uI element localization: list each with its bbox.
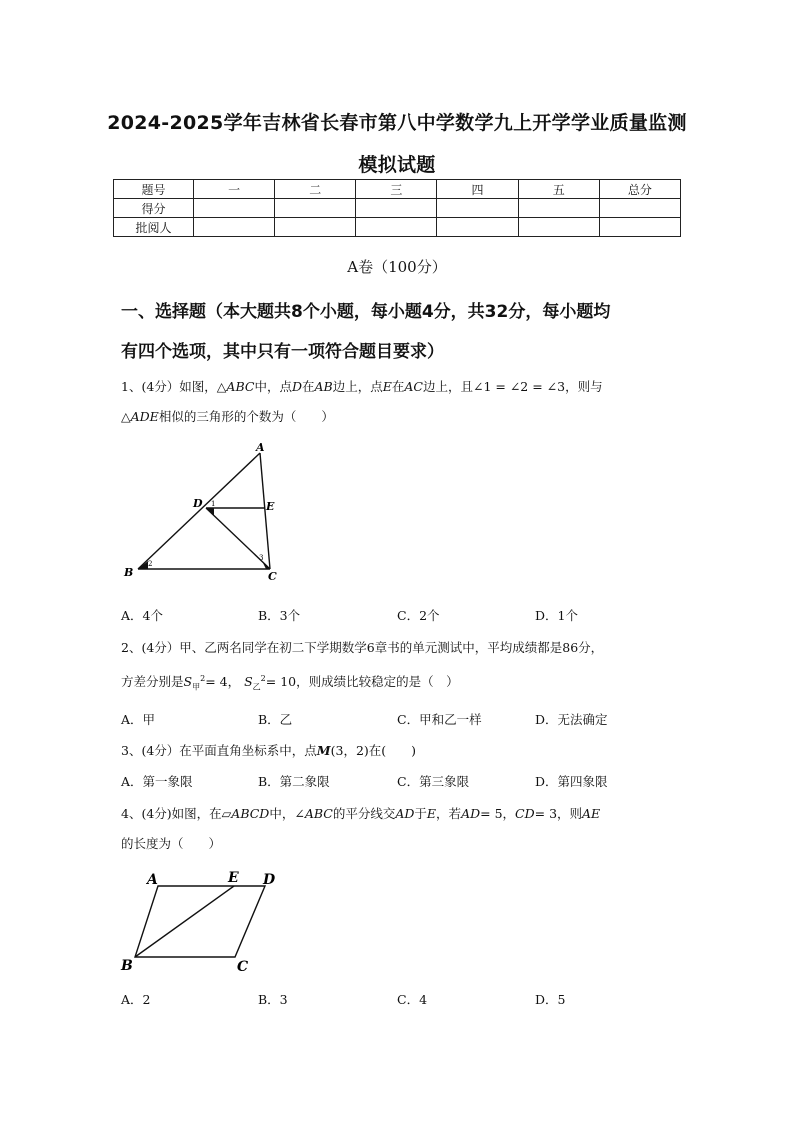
score-table-header-cell: 题号 xyxy=(114,180,194,199)
q3-option-a[interactable]: A．第一象限 xyxy=(121,774,193,789)
label-a: A xyxy=(256,441,265,454)
label-c: C xyxy=(237,959,249,975)
score-table-row xyxy=(114,199,681,218)
score-cell[interactable] xyxy=(599,218,680,237)
q4-option-a[interactable]: A．2 xyxy=(121,992,151,1007)
score-cell[interactable] xyxy=(356,199,437,218)
score-cell[interactable] xyxy=(518,199,599,218)
score-cell[interactable] xyxy=(437,199,518,218)
score-table-header-row xyxy=(114,180,681,199)
score-cell[interactable] xyxy=(275,199,356,218)
score-cell[interactable] xyxy=(275,218,356,237)
question-1-line1: 1、(4分）如图，△ABC中，点D在AB边上，点E在AC边上，且∠1 = ∠2 = ∠3，则与 xyxy=(121,379,603,394)
score-table-header-cell: 总分 xyxy=(599,180,680,199)
score-cell[interactable] xyxy=(518,218,599,237)
question-1-triangle-figure xyxy=(110,440,300,585)
score-cell[interactable] xyxy=(356,218,437,237)
label-angle-1: 1 xyxy=(211,500,216,508)
q1-option-a[interactable]: A．4个 xyxy=(121,608,163,623)
question-4-parallelogram-figure xyxy=(115,866,285,978)
exam-title-line2: 模拟试题 xyxy=(358,154,436,176)
score-cell[interactable] xyxy=(599,199,680,218)
question-4-line1: 4、(4分)如图，在▱ABCD中，∠ABC的平分线交AD于E，若AD= 5，CD= 3，则AE xyxy=(121,806,601,821)
score-table-header-cell: 二 xyxy=(275,180,356,199)
score-table-header-cell: 一 xyxy=(194,180,275,199)
score-table xyxy=(113,179,681,237)
volume-heading: A卷（100分） xyxy=(347,258,447,276)
score-cell[interactable] xyxy=(194,199,275,218)
score-cell[interactable] xyxy=(437,218,518,237)
q1-option-c[interactable]: C．2个 xyxy=(397,608,440,623)
segment-be xyxy=(135,886,234,957)
label-b: B xyxy=(121,958,133,974)
question-1-line2: △ADE相似的三角形的个数为（ ） xyxy=(121,409,334,424)
q2-option-a[interactable]: A．甲 xyxy=(121,712,156,727)
label-angle-3: 3 xyxy=(259,554,264,562)
label-e: E xyxy=(228,870,239,886)
q1-option-d[interactable]: D．1个 xyxy=(535,608,578,623)
label-d: D xyxy=(263,872,276,888)
q3-option-c[interactable]: C．第三象限 xyxy=(397,774,470,789)
q3-option-d[interactable]: D．第四象限 xyxy=(535,774,608,789)
question-4-line2: 的长度为（ ） xyxy=(121,836,222,851)
label-b: B xyxy=(124,566,134,579)
q3-option-b[interactable]: B．第二象限 xyxy=(258,774,330,789)
score-table-header-cell: 三 xyxy=(356,180,437,199)
exam-title-line1: 2024-2025学年吉林省长春市第八中学数学九上开学学业质量监测 xyxy=(107,112,687,134)
q2-option-c[interactable]: C．甲和乙一样 xyxy=(397,712,482,727)
question-2-line2: 方差分别是$S_甲^2= 4$， $S_乙^2= 10$，则成绩比较稳定的是（ ） xyxy=(121,673,459,692)
label-d: D xyxy=(193,497,203,510)
score-table-row xyxy=(114,218,681,237)
score-table-header-cell: 四 xyxy=(437,180,518,199)
label-angle-2: 2 xyxy=(148,560,153,568)
q4-option-b[interactable]: B．3 xyxy=(258,992,288,1007)
question-2-line1: 2、(4分）甲、乙两名同学在初二下学期数学6章书的单元测试中，平均成绩都是86分， xyxy=(121,640,604,655)
q2-option-d[interactable]: D．无法确定 xyxy=(535,712,608,727)
section-heading-line1: 一、选择题（本大题共8个小题，每小题4分，共32分，每小题均 xyxy=(121,302,611,322)
q4-option-c[interactable]: C．4 xyxy=(397,992,428,1007)
label-c: C xyxy=(268,570,277,583)
question-3-stem: 3、(4分）在平面直角坐标系中，点M(3，2)在( ) xyxy=(121,743,417,758)
q4-option-d[interactable]: D．5 xyxy=(535,992,566,1007)
segment-ab xyxy=(138,453,260,569)
label-a: A xyxy=(147,872,158,888)
section-heading-line2: 有四个选项，其中只有一项符合题目要求） xyxy=(121,342,444,362)
score-row-label: 批阅人 xyxy=(114,218,194,237)
q1-option-b[interactable]: B．3个 xyxy=(258,608,301,623)
score-row-label: 得分 xyxy=(114,199,194,218)
q2-option-b[interactable]: B．乙 xyxy=(258,712,293,727)
parallelogram-abcd xyxy=(135,886,265,957)
score-cell[interactable] xyxy=(194,218,275,237)
label-e: E xyxy=(266,500,275,513)
score-table-header-cell: 五 xyxy=(518,180,599,199)
